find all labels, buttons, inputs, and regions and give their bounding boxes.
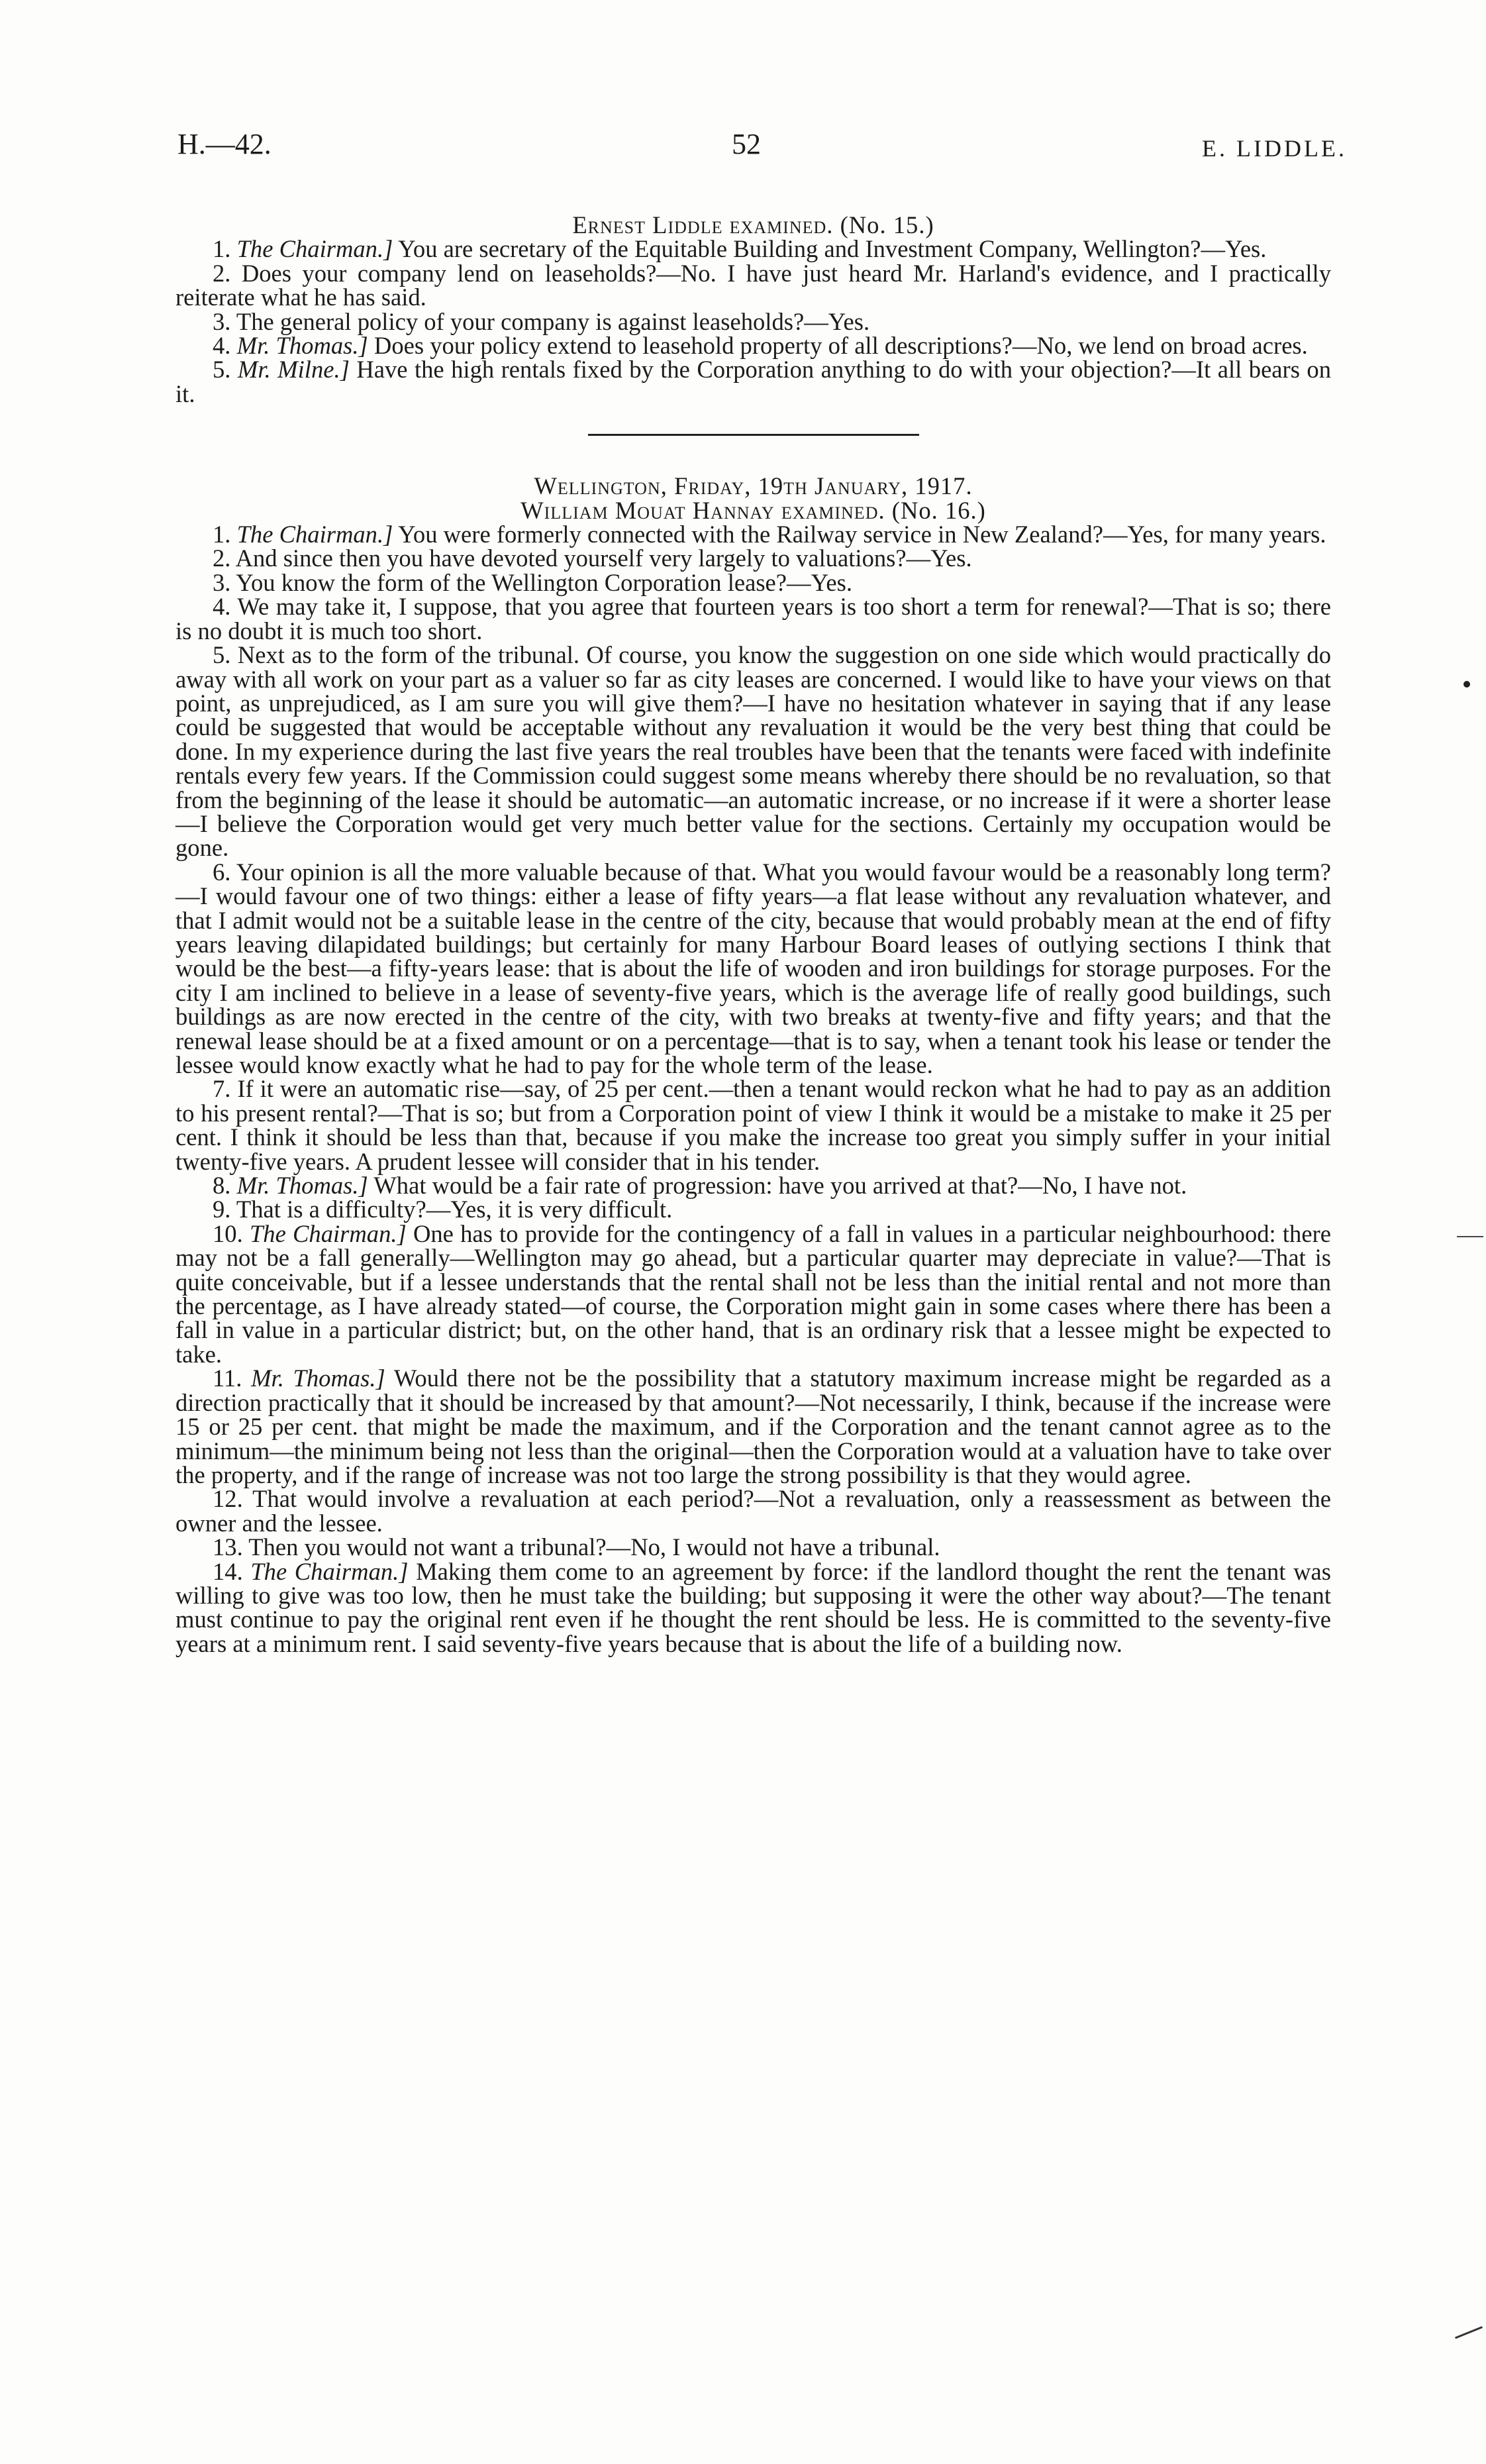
question-text: That is a difficulty?—Yes, it is very difficult. bbox=[236, 1196, 673, 1223]
question-answer bbox=[175, 1487, 1331, 1535]
question-number: 14. bbox=[213, 1557, 243, 1585]
question-answer bbox=[175, 237, 1331, 261]
question-number: 5. bbox=[213, 641, 231, 669]
question-number: 1. bbox=[213, 235, 231, 263]
question-text: That would involve a revaluation at each period?—Not a revaluation, only a reassessment as between the owner and the lessee. bbox=[175, 1485, 1331, 1537]
question-number: 12. bbox=[213, 1485, 243, 1513]
question-answer bbox=[175, 259, 1331, 311]
page-number: 52 bbox=[732, 128, 761, 160]
question-number: 3. bbox=[213, 568, 231, 596]
question-answer bbox=[175, 1198, 1331, 1221]
question-text: One has to provide for the contingency of a fall in values in a particular neighbourhood: there may not be a fall generally—Wellington may go ahead, but a particular quarter may depreciate in value?—That is quite conceivable, but if a lessee understands that the rental shall not be less than the initial rental and not more than the percentage, as I have already stated—of course, the Corporation might gain in some cases where there has been a fall in value in a particular district; but, on the other hand, that is an ordinary risk that a lessee might be expected to take. bbox=[175, 1219, 1331, 1368]
margin-mark bbox=[1463, 681, 1470, 688]
testimony-hannay bbox=[175, 523, 1331, 1656]
question-text: You are secretary of the Equitable Building and Investment Company, Wellington?—Yes. bbox=[393, 235, 1267, 263]
question-answer bbox=[175, 643, 1331, 860]
question-text: Would there not be the possibility that a statutory maximum increase might be regarded as a direction practically that it should be increased by that amount?—Not necessarily, I think, because if the increase were 15 or 25 per cent. that might be made the maximum, and if the Corporation and the tenant cannot agree as to the minimum—the minimum being not less than the original—then the Corporation would at a valuation have to take over the property, and if the range of increase was not too large the strong possibility is that they would agree. bbox=[175, 1364, 1331, 1488]
question-answer bbox=[175, 860, 1331, 1078]
question-number: 8. bbox=[213, 1172, 231, 1200]
speaker: Mr. Thomas.] bbox=[236, 332, 368, 360]
question-number: 2. bbox=[213, 544, 231, 572]
question-number: 4. bbox=[213, 332, 231, 360]
question-text: You know the form of the Wellington Corporation lease?—Yes. bbox=[236, 568, 852, 596]
question-answer bbox=[175, 1366, 1331, 1487]
question-answer bbox=[175, 568, 1331, 596]
question-text: What would be a fair rate of progression: have you arrived at that?—No, I have not. bbox=[368, 1172, 1187, 1200]
question-answer bbox=[175, 1557, 1331, 1657]
question-answer bbox=[175, 1219, 1331, 1368]
question-number: 10. bbox=[213, 1219, 243, 1247]
witness-name: William Mouat Hannay examined. bbox=[520, 496, 885, 524]
question-number: 4. bbox=[213, 593, 231, 621]
question-answer bbox=[175, 1077, 1331, 1174]
witness-number: (No. 16.) bbox=[891, 496, 986, 524]
question-number: 11. bbox=[213, 1364, 242, 1392]
speaker: Mr. Thomas.] bbox=[236, 1172, 368, 1200]
question-answer bbox=[175, 1535, 1331, 1559]
section-heading-liddle bbox=[175, 213, 1331, 237]
section-divider bbox=[588, 434, 919, 436]
question-number: 7. bbox=[213, 1075, 231, 1103]
question-answer bbox=[175, 523, 1331, 546]
question-text: If it were an automatic rise—say, of 25 per cent.—then a tenant would reckon what he had to pay as an addition to his present rental?—That is so; but from a Corporation point of view I think it would be a mistake to make it 25 per cent. I think it should be less than that, because if you make the increase too great you simply suffer in your initial twenty-five years. A prudent lessee will consider that in his tender. bbox=[175, 1075, 1331, 1175]
witness-number: (No. 15.) bbox=[840, 211, 934, 238]
question-number: 1. bbox=[213, 521, 231, 548]
question-number: 13. bbox=[213, 1533, 243, 1561]
question-text: Your opinion is all the more valuable because of that. What you would favour would be a reasonably long term?—I would favour one of two things: either a lease of fifty years—a flat lease without any revaluation whatever, and that I admit would not be a suitable lease in the centre of the city, because that would probably mean at the end of fifty years leaving dilapidated buildings; but certainly for many Harbour Board leases of outlying sections I think that would be the best—a fifty-years lease: that is about the life of wooden and iron buildings for storage purposes. For the city I am inclined to believe in a lease of seventy-five years, which is the average life of really good buildings, such buildings as are now erected in the centre of the city, with two breaks at twenty-five and fifty years; and that the renewal lease should be at a fixed amount or on a percentage—that is to say, when a tenant took his lease or tender the lessee would know exactly what he had to pay for the whole term of the lease. bbox=[175, 858, 1331, 1078]
margin-mark bbox=[1455, 2326, 1483, 2339]
question-answer bbox=[175, 334, 1331, 358]
question-answer bbox=[175, 307, 1331, 335]
speaker: Mr. Milne.] bbox=[237, 356, 350, 384]
question-text: And since then you have devoted yourself very largely to valuations?—Yes. bbox=[235, 544, 972, 572]
question-answer bbox=[175, 595, 1331, 643]
question-text: Next as to the form of the tribunal. Of course, you know the suggestion on one side which would practically do away with all work on your part as a valuer so far as city leases are concerned. I would like to have your views on that point, as unprejudiced, as I am sure you will give them?—I have no hesitation whatever in saying that if any lease could be suggested that would be acceptable without any revaluation it would be the very best thing that could be done. In my experience during the last five years the real troubles have been that the tenants were faced with indefinite rentals every few years. If the Commission could suggest some means whereby there should be no revaluation, so that from the beginning of the lease it should be automatic—an automatic increase, or no increase if it were a shorter lease—I believe the Corporation would get very much better value for the sections. Certainly my occupation would be gone. bbox=[175, 641, 1331, 862]
dateline: Wellington, Friday, 19th January, 1917. bbox=[534, 472, 973, 500]
question-answer bbox=[175, 1174, 1331, 1198]
witness-name: Ernest Liddle examined. bbox=[572, 211, 834, 238]
question-number: 6. bbox=[213, 858, 231, 886]
margin-mark bbox=[1457, 1236, 1483, 1237]
question-number: 2. bbox=[213, 259, 231, 287]
question-answer bbox=[175, 358, 1331, 406]
running-head: E. LIDDLE. bbox=[1202, 135, 1347, 162]
section-heading-hannay bbox=[175, 496, 1331, 524]
question-text: You were formerly connected with the Railway service in New Zealand?—Yes, for many years. bbox=[393, 521, 1326, 548]
speaker: The Chairman.] bbox=[236, 235, 393, 263]
document-body bbox=[175, 213, 1331, 1656]
report-reference: H.—42. bbox=[177, 128, 272, 160]
question-text: Does your policy extend to leasehold property of all descriptions?—No, we lend on broad acres. bbox=[368, 332, 1308, 360]
question-text: Have the high rentals fixed by the Corporation anything to do with your objection?—It all bears on it. bbox=[175, 356, 1332, 407]
speaker: Mr. Thomas.] bbox=[251, 1364, 385, 1392]
speaker: The Chairman.] bbox=[236, 521, 393, 548]
testimony-liddle bbox=[175, 237, 1331, 406]
question-text: We may take it, I suppose, that you agree that fourteen years is too short a term for renewal?—That is so; there is no doubt it is much too short. bbox=[175, 593, 1331, 644]
question-text: Making them come to an agreement by force: if the landlord thought the rent the tenant was willing to give was too low, then he must take the building; but supposing it were the other way about?—The tenant must continue to pay the original rent even if he thought the rent should be less. He is committed to the seventy-five years at a minimum rent. I said seventy-five years because that is about the life of a building now. bbox=[175, 1557, 1331, 1657]
question-number: 3. bbox=[213, 307, 231, 335]
speaker: The Chairman.] bbox=[249, 1219, 407, 1247]
speaker: The Chairman.] bbox=[250, 1557, 409, 1585]
question-answer bbox=[175, 546, 1331, 570]
question-text: The general policy of your company is against leaseholds?—Yes. bbox=[236, 307, 870, 335]
question-number: 5. bbox=[213, 356, 231, 384]
question-text: Does your company lend on leaseholds?—No. I have just heard Mr. Harland's evidence, and I practically reiterate what he has said. bbox=[175, 259, 1331, 311]
question-number: 9. bbox=[213, 1196, 231, 1223]
question-text: Then you would not want a tribunal?—No, I would not have a tribunal. bbox=[248, 1533, 940, 1561]
